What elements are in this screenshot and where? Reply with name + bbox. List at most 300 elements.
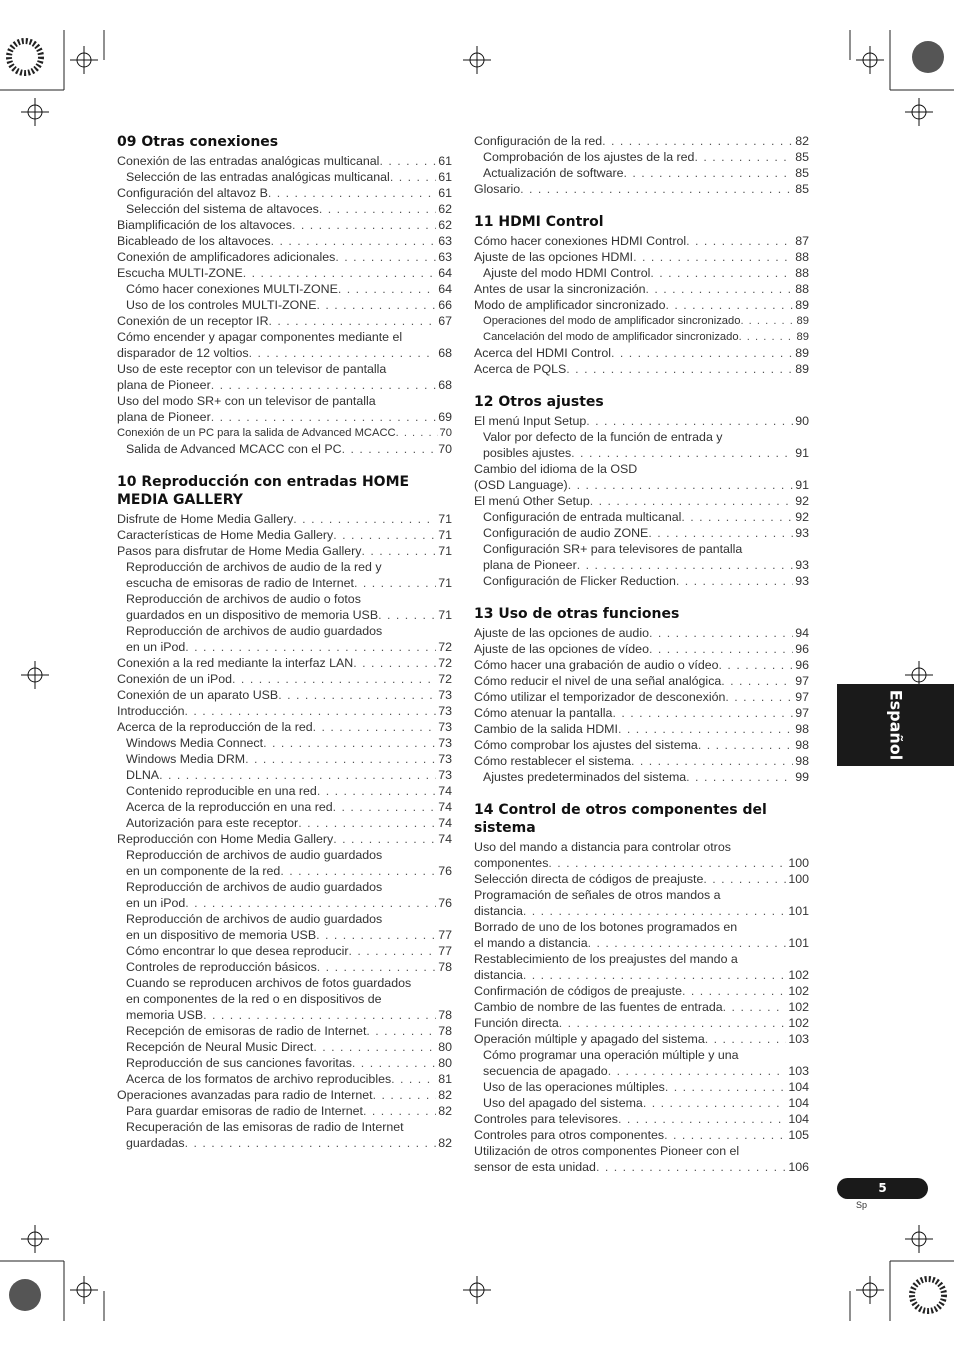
dot-leader	[703, 871, 786, 887]
toc-entry[interactable]	[474, 461, 809, 493]
entry-text: Ajuste de las opciones de audio	[474, 626, 649, 640]
toc-entry[interactable]	[474, 165, 809, 181]
dot-leader	[313, 1039, 436, 1055]
page-ref: 89	[795, 346, 809, 360]
entry-text: Configuración SR+ para televisores de pantalla	[483, 542, 743, 556]
toc-entry[interactable]	[117, 441, 452, 457]
entry-text: Biamplificación de los altavoces	[117, 218, 292, 232]
page-ref: 74	[438, 784, 452, 798]
dot-leader	[624, 165, 794, 181]
entry-text: Recuperación de las emisoras de radio de Internet	[126, 1120, 404, 1134]
dot-leader	[646, 281, 794, 297]
page-ref: 85	[795, 166, 809, 180]
dot-leader	[232, 671, 436, 687]
section-title: 14 Control de otros componentes del sistema	[474, 802, 767, 836]
page-ref: 82	[795, 134, 809, 148]
dot-leader	[618, 721, 793, 737]
page-ref: 92	[795, 494, 809, 508]
page-ref: 91	[795, 478, 809, 492]
toc-entry[interactable]	[117, 799, 452, 815]
entry-text: Windows Media Connect	[126, 736, 264, 750]
toc-entry[interactable]	[117, 687, 452, 703]
dot-leader	[596, 1159, 786, 1175]
toc-entry[interactable]	[474, 919, 809, 951]
page-ref: 100	[788, 856, 809, 870]
entry-text: Acerca de la reproducción de la red	[117, 720, 313, 734]
dot-leader	[650, 265, 793, 281]
toc-entry[interactable]	[117, 185, 452, 201]
toc-entry[interactable]	[117, 217, 452, 233]
page-ref: 63	[438, 234, 452, 248]
entry-text: Reproducción de archivos de audio o fotos	[126, 592, 361, 606]
toc-entry[interactable]	[117, 671, 452, 687]
page-ref: 76	[438, 896, 452, 910]
toc-entry[interactable]	[117, 703, 452, 719]
page-ref: 80	[438, 1056, 452, 1070]
dot-leader	[612, 705, 793, 721]
dot-leader	[686, 233, 793, 249]
page-ref: 102	[788, 968, 809, 982]
entry-text: Escucha MULTI-ZONE	[117, 266, 243, 280]
page-ref: 73	[438, 752, 452, 766]
dot-leader	[373, 1087, 437, 1103]
entry-text: El menú Other Setup	[474, 494, 590, 508]
page-ref: 94	[795, 626, 809, 640]
section-title: 09 Otras conexiones	[117, 134, 279, 150]
toc-entry[interactable]	[474, 1031, 809, 1047]
page-ref: 98	[795, 754, 809, 768]
entry-text: Conexión de un iPod	[117, 672, 233, 686]
entry-text: Cómo programar una operación múltiple y una	[483, 1048, 739, 1062]
toc-entry[interactable]	[117, 655, 452, 671]
page-ref: 97	[795, 690, 809, 704]
toc-entry[interactable]	[117, 783, 452, 799]
toc-entry[interactable]	[474, 329, 809, 345]
entry-text: Borrado de uno de los botones programados en	[474, 920, 738, 934]
page-ref: 97	[795, 706, 809, 720]
toc-entry[interactable]	[474, 525, 809, 541]
dot-leader	[263, 735, 436, 751]
entry-text: Valor por defecto de la función de entrada y	[483, 430, 723, 444]
entry-text: plana de Pioneer	[483, 558, 577, 572]
section-title: 12 Otros ajustes	[474, 394, 604, 410]
page-ref: 96	[795, 658, 809, 672]
toc-entry[interactable]	[474, 705, 809, 721]
entry-text: Uso del mando a distancia para controlar otros	[474, 840, 731, 854]
entry-text: Cancelación del modo de amplificador sincronizado	[483, 331, 739, 343]
entry-text: Restablecimiento de los preajustes del mando a	[474, 952, 738, 966]
entry-text: sensor de esta unidad	[474, 1160, 596, 1174]
entry-text: Uso de las operaciones múltiples	[483, 1080, 665, 1094]
toc-entry[interactable]	[474, 541, 809, 573]
page-ref: 93	[795, 558, 809, 572]
entry-text: (OSD Language)	[474, 478, 568, 492]
entry-text: guardadas	[126, 1136, 185, 1150]
toc-entry[interactable]	[117, 1119, 452, 1151]
toc-entry[interactable]	[117, 527, 452, 543]
entry-text: Controles para televisores	[474, 1112, 618, 1126]
toc-entry[interactable]	[474, 1111, 809, 1127]
toc-entry[interactable]	[474, 983, 809, 999]
toc-entry[interactable]	[474, 297, 809, 313]
toc-entry[interactable]	[474, 573, 809, 589]
entry-text: Cómo restablecer el sistema	[474, 754, 632, 768]
toc-entry[interactable]	[474, 313, 809, 329]
page-ref: 61	[438, 170, 452, 184]
page-ref: 88	[795, 266, 809, 280]
entry-text: Cambio de la salida HDMI	[474, 722, 618, 736]
dot-leader	[211, 377, 437, 393]
toc-entry[interactable]	[117, 719, 452, 735]
page-ref: 68	[438, 378, 452, 392]
toc-entry[interactable]	[474, 509, 809, 525]
page-ref: 73	[438, 720, 452, 734]
toc-entry[interactable]	[474, 641, 809, 657]
page-ref: 74	[438, 800, 452, 814]
dot-leader	[721, 673, 793, 689]
entry-text: Operaciones avanzadas para radio de Internet	[117, 1088, 373, 1102]
page-ref: 73	[438, 688, 452, 702]
toc-entry[interactable]	[117, 767, 452, 783]
page-ref: 104	[788, 1096, 809, 1110]
dot-leader	[665, 297, 793, 313]
toc-entry[interactable]	[474, 625, 809, 641]
page-ref: 78	[438, 1024, 452, 1038]
page-ref: 76	[438, 864, 452, 878]
entry-text: Configuración de entrada multicanal	[483, 510, 682, 524]
toc-column-left	[117, 133, 452, 1151]
toc-entry[interactable]	[474, 361, 809, 377]
toc-entry[interactable]	[474, 233, 809, 249]
toc-entry[interactable]	[117, 879, 452, 911]
toc-entry[interactable]	[474, 1015, 809, 1031]
page-ref: 90	[795, 414, 809, 428]
toc-entry[interactable]	[474, 265, 809, 281]
toc-entry[interactable]	[474, 871, 809, 887]
entry-text: Cambio de nombre de las fuentes de entrada	[474, 1000, 723, 1014]
dot-leader	[618, 1111, 786, 1127]
entry-text: Reproducción de archivos de audio guardados	[126, 624, 383, 638]
dot-leader	[211, 409, 437, 425]
page-ref: 85	[795, 150, 809, 164]
toc-entry[interactable]	[117, 911, 452, 943]
toc-entry[interactable]	[474, 1047, 809, 1079]
page-ref: 98	[795, 722, 809, 736]
entry-text: en un iPod	[126, 896, 186, 910]
entry-text: Para guardar emisoras de radio de Internet	[126, 1104, 363, 1118]
page-ref: 70	[438, 442, 452, 456]
page-ref: 66	[438, 298, 452, 312]
dot-leader	[378, 607, 436, 623]
dot-leader	[705, 1031, 787, 1047]
entry-text: Disfrute de Home Media Gallery	[117, 512, 294, 526]
dot-leader	[317, 783, 436, 799]
entry-text: Cómo utilizar el temporizador de desconexión	[474, 690, 726, 704]
dot-leader	[185, 895, 436, 911]
page-ref: 69	[438, 410, 452, 424]
page-ref: 93	[795, 526, 809, 540]
page-ref: 99	[795, 770, 809, 784]
toc-entry[interactable]	[117, 815, 452, 831]
entry-text: Autorización para este receptor	[126, 816, 299, 830]
entry-text: Uso de los controles MULTI-ZONE	[126, 298, 317, 312]
toc-entry[interactable]	[117, 153, 452, 169]
dot-leader	[664, 1127, 786, 1143]
toc-entry[interactable]	[117, 281, 452, 297]
entry-text: plana de Pioneer	[117, 378, 211, 392]
page-number-badge: 5	[837, 1178, 928, 1199]
toc-entry[interactable]	[474, 657, 809, 673]
dot-leader	[363, 1103, 436, 1119]
dot-leader	[682, 983, 786, 999]
dot-leader	[317, 297, 437, 313]
page-ref: 62	[438, 218, 452, 232]
dot-leader	[159, 767, 436, 783]
dot-leader	[571, 445, 793, 461]
entry-text: Salida de Advanced MCACC con el PC	[126, 442, 342, 456]
toc-entry[interactable]	[474, 149, 809, 165]
toc-entry[interactable]	[117, 169, 452, 185]
dot-leader	[665, 1079, 786, 1095]
toc-entry[interactable]	[117, 559, 452, 591]
page-ref: 101	[788, 936, 809, 950]
toc-entry[interactable]	[117, 313, 452, 329]
entry-text: Ajustes predeterminados del sistema	[483, 770, 687, 784]
dot-leader	[631, 753, 793, 769]
page-ref: 88	[795, 282, 809, 296]
entry-text: Conexión de un PC para la salida de Advanced MCACC	[117, 427, 396, 439]
entry-text: El menú Input Setup	[474, 414, 587, 428]
toc-entry[interactable]	[117, 511, 452, 527]
toc-entry[interactable]	[474, 413, 809, 429]
dot-leader	[719, 657, 794, 673]
entry-text: Acerca de la reproducción en una red	[126, 800, 333, 814]
toc-entry[interactable]	[117, 1055, 452, 1071]
entry-text: Reproducción de archivos de audio guardados	[126, 848, 383, 862]
page-ref: 101	[788, 904, 809, 918]
entry-text: secuencia de apagado	[483, 1064, 608, 1078]
entry-text: Cómo atenuar la pantalla	[474, 706, 613, 720]
toc-entry[interactable]	[474, 887, 809, 919]
entry-text: Confirmación de códigos de preajuste	[474, 984, 683, 998]
page-ref: 103	[788, 1032, 809, 1046]
entry-text: componentes	[474, 856, 549, 870]
dot-leader	[316, 927, 436, 943]
dot-leader	[523, 903, 786, 919]
page-ref: 71	[438, 512, 452, 526]
dot-leader	[694, 149, 793, 165]
entry-text: Windows Media DRM	[126, 752, 246, 766]
toc-entry[interactable]	[474, 753, 809, 769]
entry-text: Cómo encender y apagar componentes mediante el	[117, 330, 403, 344]
entry-text: plana de Pioneer	[117, 410, 211, 424]
toc-entry[interactable]	[474, 999, 809, 1015]
page-ref: 98	[795, 738, 809, 752]
toc-entry[interactable]	[117, 393, 452, 425]
toc-entry[interactable]	[117, 959, 452, 975]
dot-leader	[740, 313, 794, 329]
toc-entry[interactable]	[117, 425, 452, 441]
dot-leader	[648, 525, 793, 541]
page-ref: 71	[438, 608, 452, 622]
page-ref: 92	[795, 510, 809, 524]
page-ref: 96	[795, 642, 809, 656]
toc-entry[interactable]	[474, 1095, 809, 1111]
toc-entry[interactable]	[117, 735, 452, 751]
page-ref: 71	[438, 576, 452, 590]
toc-entry[interactable]	[117, 233, 452, 249]
dot-leader	[559, 1015, 787, 1031]
entry-text: Cómo hacer conexiones HDMI Control	[474, 234, 687, 248]
toc-entry[interactable]	[117, 361, 452, 393]
toc-entry[interactable]	[474, 1079, 809, 1095]
entry-text: Conexión de las entradas analógicas multicanal	[117, 154, 380, 168]
entry-text: Operaciones del modo de amplificador sincronizado	[483, 315, 741, 327]
toc-entry[interactable]	[117, 543, 452, 559]
toc-entry[interactable]	[474, 345, 809, 361]
entry-text: guardados en un dispositivo de memoria USB	[126, 608, 379, 622]
toc-entry[interactable]	[117, 847, 452, 879]
toc-entry[interactable]	[117, 1103, 452, 1119]
page-ref: 82	[438, 1136, 452, 1150]
toc-entry[interactable]	[474, 429, 809, 461]
dot-leader	[566, 361, 793, 377]
dot-leader	[348, 943, 436, 959]
entry-text: distancia	[474, 968, 523, 982]
page-ref: 61	[438, 154, 452, 168]
dot-leader	[271, 233, 437, 249]
toc-entry[interactable]	[117, 201, 452, 217]
entry-text: Acerca del HDMI Control	[474, 346, 612, 360]
toc-entry[interactable]	[474, 839, 809, 871]
toc-entry[interactable]	[474, 281, 809, 297]
entry-text: Conexión de un aparato USB	[117, 688, 279, 702]
toc-entry[interactable]	[117, 249, 452, 265]
toc-entry[interactable]	[474, 951, 809, 983]
toc-entry[interactable]	[474, 769, 809, 785]
entry-text: Glosario	[474, 182, 521, 196]
entry-text: Función directa	[474, 1016, 559, 1030]
entry-text: Conexión de un receptor IR	[117, 314, 269, 328]
dot-leader	[588, 935, 787, 951]
page-ref: 78	[438, 960, 452, 974]
entry-text: Conexión a la red mediante la interfaz LAN	[117, 656, 354, 670]
toc-entry[interactable]	[474, 737, 809, 753]
dot-leader	[725, 689, 793, 705]
page-ref: 72	[438, 656, 452, 670]
entry-text: Bicableado de los altavoces	[117, 234, 271, 248]
page-ref: 74	[438, 832, 452, 846]
toc-column-right	[474, 133, 809, 1175]
dot-leader	[520, 181, 793, 197]
toc-entry[interactable]	[474, 721, 809, 737]
dot-leader	[268, 185, 436, 201]
entry-text: Configuración de Flicker Reduction	[483, 574, 676, 588]
dot-leader	[352, 1055, 436, 1071]
toc-entry[interactable]	[117, 1071, 452, 1087]
entry-text: Reproducción de sus canciones favoritas	[126, 1056, 352, 1070]
page-ref: 74	[438, 816, 452, 830]
section-title: 13 Uso de otras funciones	[474, 606, 680, 622]
page-ref: 89	[796, 315, 809, 327]
dot-leader	[523, 967, 786, 983]
toc-entry[interactable]	[117, 831, 452, 847]
entry-text: Configuración del altavoz B	[117, 186, 268, 200]
entry-text: Cómo hacer conexiones MULTI-ZONE	[126, 282, 338, 296]
toc-entry[interactable]	[474, 1127, 809, 1143]
toc-entry[interactable]	[474, 1143, 809, 1175]
toc-entry[interactable]	[117, 975, 452, 1023]
entry-text: Acerca de los formatos de archivo reproducibles	[126, 1072, 392, 1086]
toc-entry[interactable]	[474, 249, 809, 265]
dot-leader	[643, 1095, 787, 1111]
entry-text: Actualización de software	[483, 166, 624, 180]
entry-text: Ajuste del modo HDMI Control	[483, 266, 651, 280]
toc-entry[interactable]	[117, 623, 452, 655]
entry-text: Uso del modo SR+ con un televisor de pantalla	[117, 394, 376, 408]
toc-entry[interactable]	[117, 943, 452, 959]
dot-leader	[203, 1007, 436, 1023]
entry-text: Configuración de audio ZONE	[483, 526, 649, 540]
toc-entry[interactable]	[117, 1087, 452, 1103]
entry-text: Ajuste de las opciones HDMI	[474, 250, 634, 264]
toc-entry[interactable]	[117, 329, 452, 361]
dot-leader	[185, 1135, 437, 1151]
toc-entry[interactable]	[117, 297, 452, 313]
toc-entry[interactable]	[474, 689, 809, 705]
dot-leader	[185, 639, 436, 655]
entry-text: Utilización de otros componentes Pioneer con el	[474, 1144, 740, 1158]
dot-leader	[586, 413, 793, 429]
toc-entry[interactable]	[474, 493, 809, 509]
page-ref: 102	[788, 1016, 809, 1030]
language-side-tab	[837, 684, 954, 766]
toc-entry[interactable]	[117, 751, 452, 767]
page-ref: 62	[438, 202, 452, 216]
entry-text: en un componente de la red	[126, 864, 281, 878]
toc-entry[interactable]	[117, 591, 452, 623]
toc-entry[interactable]	[117, 1039, 452, 1055]
page-ref: 89	[795, 362, 809, 376]
page-ref: 63	[438, 250, 452, 264]
page-ref: 71	[438, 528, 452, 542]
entry-text: Cómo hacer una grabación de audio o vídeo	[474, 658, 719, 672]
dot-leader	[608, 1063, 787, 1079]
toc-entry[interactable]	[474, 133, 809, 149]
page-ref: 91	[795, 446, 809, 460]
dot-leader	[245, 751, 436, 767]
page-ref: 88	[795, 250, 809, 264]
entry-text: el mando a distancia	[474, 936, 588, 950]
dot-leader	[333, 799, 437, 815]
toc-section	[474, 213, 809, 377]
dot-leader	[698, 737, 793, 753]
dot-leader	[577, 557, 794, 573]
toc-entry[interactable]	[474, 673, 809, 689]
entry-text: Cómo encontrar lo que desea reproducir	[126, 944, 349, 958]
toc-entry[interactable]	[117, 265, 452, 281]
entry-text: Configuración de la red	[474, 134, 603, 148]
toc-entry[interactable]	[117, 1023, 452, 1039]
page-ref: 67	[438, 314, 452, 328]
entry-text: memoria USB	[126, 1008, 204, 1022]
entry-text: Cómo comprobar los ajustes del sistema	[474, 738, 698, 752]
toc-entry[interactable]	[474, 181, 809, 197]
page-ref: 105	[788, 1128, 809, 1142]
page-ref: 72	[438, 640, 452, 654]
page-ref: 104	[788, 1112, 809, 1126]
entry-text: Selección directa de códigos de preajuste	[474, 872, 704, 886]
